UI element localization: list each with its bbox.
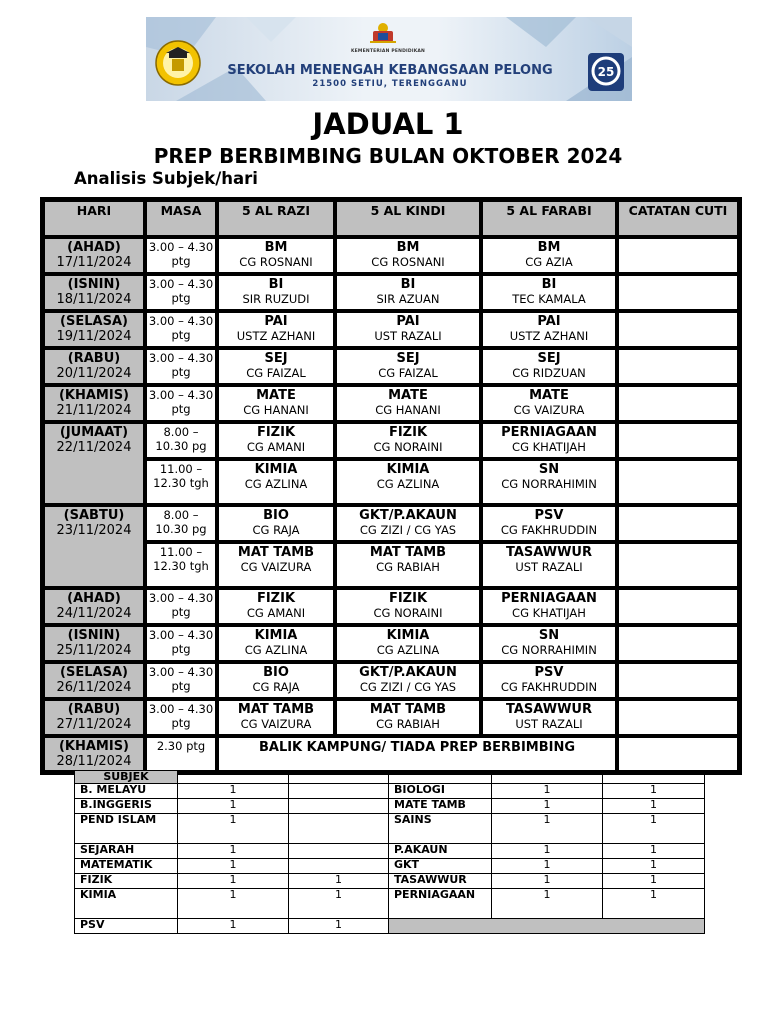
day-date: 20/11/2024 [56, 366, 132, 381]
day-name: (SABTU) [63, 508, 125, 523]
subject-name: FIZIK [256, 591, 296, 606]
summary-count: 1 [603, 859, 705, 874]
summary-subject: MATE TAMB [389, 799, 492, 814]
teacher-name: CG AZIA [525, 255, 573, 269]
summary-subject: BIOLOGI [389, 784, 492, 799]
time-cell: 2.30 ptg [145, 736, 217, 772]
summary-empty-cell [603, 771, 705, 784]
catatan-cell [617, 662, 739, 699]
catatan-cell [617, 505, 739, 542]
school-logo-icon [154, 39, 202, 87]
teacher-name: CG AMANI [246, 606, 306, 620]
day-date: 18/11/2024 [56, 292, 132, 307]
class-al-farabi-cell [481, 459, 617, 505]
teacher-name: CG ZIZI / CG YAS [359, 523, 457, 537]
summary-count: 1 [492, 844, 603, 859]
day-name: (ISNIN) [67, 277, 121, 292]
time-cell: 3.00 – 4.30 ptg [145, 237, 217, 274]
table-row [43, 736, 739, 772]
teacher-name: CG RABIAH [376, 717, 440, 731]
class-al-razi-cell [217, 699, 335, 736]
summary-subject: PERNIAGAAN [389, 889, 492, 919]
summary-count: 1 [492, 874, 603, 889]
day-cell [43, 422, 145, 505]
subject-name: SEJ [396, 351, 420, 366]
class-al-razi-cell [217, 422, 335, 459]
teacher-name: CG RIDZUAN [512, 366, 586, 380]
summary-header-row [75, 771, 705, 784]
summary-count [289, 814, 389, 844]
day-cell [43, 736, 145, 772]
teacher-name: CG NORAINI [373, 606, 443, 620]
day-name: (SELASA) [60, 665, 128, 680]
teacher-name: CG RAJA [252, 523, 300, 537]
header-catatan-cuti: CATATAN CUTI [617, 200, 739, 237]
subject-name: PERNIAGAAN [501, 591, 597, 606]
teacher-name: CG ZIZI / CG YAS [359, 680, 457, 694]
catatan-cell [617, 736, 739, 772]
teacher-name: CG AZLINA [376, 477, 440, 491]
summary-subject: B. MELAYU [75, 784, 178, 799]
teacher-name: CG AZLINA [244, 477, 308, 491]
subject-name: TASAWWUR [505, 545, 592, 560]
subject-name: MAT TAMB [237, 545, 315, 560]
day-name: (JUMAAT) [59, 425, 129, 440]
teacher-name: CG FAIZAL [246, 366, 306, 380]
table-row [43, 588, 739, 625]
class-al-razi-cell [217, 311, 335, 348]
day-cell [43, 237, 145, 274]
day-date: 25/11/2024 [56, 643, 132, 658]
summary-count: 1 [289, 919, 389, 934]
teacher-name: CG AZLINA [376, 643, 440, 657]
catatan-cell [617, 348, 739, 385]
day-name: (KHAMIS) [58, 388, 130, 403]
subject-name: FIZIK [256, 425, 296, 440]
subject-name: SN [538, 628, 560, 643]
class-al-razi-cell [217, 348, 335, 385]
time-cell: 3.00 – 4.30 ptg [145, 311, 217, 348]
subject-name: BI [541, 277, 557, 292]
table-row [43, 385, 739, 422]
teacher-name: CG KHATIJAH [512, 606, 586, 620]
class-al-kindi-cell [335, 588, 481, 625]
anniversary-25-logo-icon [586, 51, 626, 93]
time-cell: 11.00 – 12.30 tgh [145, 459, 217, 505]
summary-count: 1 [178, 784, 289, 799]
table-row [43, 274, 739, 311]
subject-name: PAI [537, 314, 561, 329]
teacher-name: CG NORRAHIMIN [501, 477, 597, 491]
summary-header: SUBJEK [75, 771, 178, 784]
summary-subject: MATEMATIK [75, 859, 178, 874]
class-al-kindi-cell [335, 237, 481, 274]
day-date: 26/11/2024 [56, 680, 132, 695]
teacher-name: CG VAIZURA [513, 403, 585, 417]
teacher-name: UST RAZALI [515, 560, 583, 574]
teacher-name: CG VAIZURA [240, 717, 312, 731]
teacher-name: CG HANANI [375, 403, 441, 417]
subject-name: MATE [388, 388, 428, 403]
header-hari: HARI [43, 200, 145, 237]
summary-count: 1 [178, 874, 289, 889]
summary-count: 1 [178, 814, 289, 844]
class-al-farabi-cell [481, 385, 617, 422]
time-cell: 3.00 – 4.30 ptg [145, 274, 217, 311]
summary-subject: TASAWWUR [389, 874, 492, 889]
summary-row [75, 874, 705, 889]
header-5-al-razi: 5 AL RAZI [217, 200, 335, 237]
class-al-farabi-cell [481, 662, 617, 699]
class-al-farabi-cell [481, 237, 617, 274]
teacher-name: CG AMANI [246, 440, 306, 454]
class-al-kindi-cell [335, 422, 481, 459]
teacher-name: CG ROSNANI [371, 255, 445, 269]
class-al-kindi-cell [335, 662, 481, 699]
school-banner [146, 17, 632, 101]
summary-subject: SAINS [389, 814, 492, 844]
subject-name: BI [268, 277, 284, 292]
day-name: (RABU) [67, 702, 121, 717]
subject-name: BM [264, 240, 288, 255]
day-name: (RABU) [67, 351, 121, 366]
summary-count: 1 [178, 844, 289, 859]
time-cell: 3.00 – 4.30 ptg [145, 625, 217, 662]
day-cell [43, 348, 145, 385]
summary-row [75, 844, 705, 859]
class-al-kindi-cell [335, 459, 481, 505]
summary-subject: P.AKAUN [389, 844, 492, 859]
catatan-cell [617, 459, 739, 505]
page-subtitle: PREP BERBIMBING BULAN OKTOBER 2024 [153, 144, 623, 168]
subject-name: BIO [263, 665, 289, 680]
subject-name: PAI [396, 314, 420, 329]
day-name: (KHAMIS) [58, 739, 130, 754]
subject-name: BIO [263, 508, 289, 523]
class-al-farabi-cell [481, 311, 617, 348]
summary-count: 1 [492, 889, 603, 919]
svg-text:25: 25 [597, 65, 615, 79]
teacher-name: CG AZLINA [244, 643, 308, 657]
header-5-al-kindi: 5 AL KINDI [335, 200, 481, 237]
class-al-razi-cell [217, 662, 335, 699]
table-row [43, 662, 739, 699]
summary-count: 1 [492, 814, 603, 844]
summary-count [289, 844, 389, 859]
class-al-kindi-cell [335, 699, 481, 736]
summary-count: 1 [178, 859, 289, 874]
table-row [43, 311, 739, 348]
day-cell [43, 588, 145, 625]
summary-count [289, 859, 389, 874]
class-al-razi-cell [217, 459, 335, 505]
catatan-cell [617, 542, 739, 588]
subject-name: KIMIA [386, 462, 430, 477]
day-date: 17/11/2024 [56, 255, 132, 270]
subject-name: GKT/P.AKAUN [359, 508, 457, 523]
summary-count: 1 [492, 799, 603, 814]
day-cell [43, 625, 145, 662]
class-al-razi-cell [217, 542, 335, 588]
subject-name: MATE [529, 388, 569, 403]
day-date: 22/11/2024 [56, 440, 132, 455]
teacher-name: CG FAKHRUDDIN [500, 680, 598, 694]
subject-name: KIMIA [254, 462, 298, 477]
teacher-name: CG RABIAH [376, 560, 440, 574]
teacher-name: CG NORRAHIMIN [501, 643, 597, 657]
teacher-name: SIR AZUAN [376, 292, 440, 306]
time-cell: 3.00 – 4.30 ptg [145, 385, 217, 422]
catatan-cell [617, 699, 739, 736]
page-title: JADUAL 1 [312, 107, 464, 141]
analysis-label: Analisis Subjek/hari [74, 169, 258, 188]
class-al-farabi-cell [481, 625, 617, 662]
subject-name: PERNIAGAAN [501, 425, 597, 440]
holiday-note: BALIK KAMPUNG/ TIADA PREP BERBIMBING [217, 736, 617, 772]
summary-subject: PSV [75, 919, 178, 934]
subject-name: BM [537, 240, 561, 255]
table-row [43, 505, 739, 542]
day-cell [43, 699, 145, 736]
summary-count: 1 [492, 784, 603, 799]
subject-name: MAT TAMB [369, 545, 447, 560]
summary-empty-cell [289, 771, 389, 784]
summary-row [75, 799, 705, 814]
summary-empty-cell [178, 771, 289, 784]
summary-count: 1 [603, 874, 705, 889]
summary-row [75, 814, 705, 844]
summary-count: 1 [178, 889, 289, 919]
day-cell [43, 385, 145, 422]
time-cell: 3.00 – 4.30 ptg [145, 699, 217, 736]
table-header-row [43, 200, 739, 237]
teacher-name: CG FAIZAL [378, 366, 438, 380]
time-cell: 11.00 – 12.30 tgh [145, 542, 217, 588]
table-row [43, 422, 739, 459]
summary-count: 1 [603, 799, 705, 814]
summary-count: 1 [603, 844, 705, 859]
class-al-razi-cell [217, 385, 335, 422]
day-date: 23/11/2024 [56, 523, 132, 538]
subject-name: PSV [534, 665, 564, 680]
school-address: 21500 SETIU, TERENGGANU [312, 79, 468, 89]
teacher-name: USTZ AZHANI [236, 329, 316, 343]
summary-count: 1 [492, 859, 603, 874]
teacher-name: CG RAJA [252, 680, 300, 694]
time-cell: 8.00 – 10.30 pg [145, 505, 217, 542]
catatan-cell [617, 385, 739, 422]
day-date: 28/11/2024 [56, 754, 132, 769]
day-cell [43, 311, 145, 348]
summary-row [75, 784, 705, 799]
class-al-razi-cell [217, 625, 335, 662]
subject-summary-table [74, 770, 705, 934]
catatan-cell [617, 625, 739, 662]
teacher-name: CG VAIZURA [240, 560, 312, 574]
catatan-cell [617, 422, 739, 459]
subject-name: KIMIA [254, 628, 298, 643]
day-date: 21/11/2024 [56, 403, 132, 418]
day-date: 24/11/2024 [56, 606, 132, 621]
teacher-name: TEC KAMALA [512, 292, 586, 306]
teacher-name: UST RAZALI [374, 329, 442, 343]
summary-count: 1 [178, 799, 289, 814]
summary-subject: B.INGGERIS [75, 799, 178, 814]
teacher-name: CG HANANI [243, 403, 309, 417]
day-name: (ISNIN) [67, 628, 121, 643]
class-al-razi-cell [217, 505, 335, 542]
table-row [43, 542, 739, 588]
subject-name: GKT/P.AKAUN [359, 665, 457, 680]
teacher-name: USTZ AZHANI [509, 329, 589, 343]
summary-count: 1 [178, 919, 289, 934]
day-date: 27/11/2024 [56, 717, 132, 732]
teacher-name: CG ROSNANI [239, 255, 313, 269]
subject-name: PAI [264, 314, 288, 329]
table-row [43, 237, 739, 274]
day-date: 19/11/2024 [56, 329, 132, 344]
subject-name: FIZIK [388, 591, 428, 606]
summary-subject: KIMIA [75, 889, 178, 919]
table-row [43, 625, 739, 662]
summary-subject: SEJARAH [75, 844, 178, 859]
subject-name: TASAWWUR [505, 702, 592, 717]
school-name: SEKOLAH MENENGAH KEBANGSAAN PELONG [227, 63, 553, 78]
table-row [43, 348, 739, 385]
subject-name: BI [400, 277, 416, 292]
class-al-kindi-cell [335, 311, 481, 348]
subject-name: SEJ [264, 351, 288, 366]
time-cell: 3.00 – 4.30 ptg [145, 588, 217, 625]
summary-count: 1 [603, 784, 705, 799]
prep-timetable [40, 197, 742, 775]
summary-subject: GKT [389, 859, 492, 874]
day-cell [43, 274, 145, 311]
class-al-farabi-cell [481, 348, 617, 385]
catatan-cell [617, 274, 739, 311]
summary-count: 1 [289, 874, 389, 889]
teacher-name: SIR RUZUDI [242, 292, 310, 306]
header-masa: MASA [145, 200, 217, 237]
summary-subject: PEND ISLAM [75, 814, 178, 844]
subject-name: MAT TAMB [237, 702, 315, 717]
government-crest-icon [368, 20, 398, 46]
class-al-kindi-cell [335, 542, 481, 588]
teacher-name: CG KHATIJAH [512, 440, 586, 454]
class-al-farabi-cell [481, 422, 617, 459]
day-cell [43, 662, 145, 699]
subject-name: MATE [256, 388, 296, 403]
subject-name: FIZIK [388, 425, 428, 440]
summary-count: 1 [603, 889, 705, 919]
table-row [43, 699, 739, 736]
class-al-kindi-cell [335, 274, 481, 311]
class-al-kindi-cell [335, 385, 481, 422]
summary-count [289, 784, 389, 799]
subject-name: MAT TAMB [369, 702, 447, 717]
teacher-name: CG NORAINI [373, 440, 443, 454]
day-name: (SELASA) [60, 314, 128, 329]
catatan-cell [617, 588, 739, 625]
ministry-label: KEMENTERIAN PENDIDIKAN [350, 49, 426, 54]
summary-count: 1 [603, 814, 705, 844]
time-cell: 8.00 – 10.30 pg [145, 422, 217, 459]
catatan-cell [617, 311, 739, 348]
teacher-name: CG FAKHRUDDIN [500, 523, 598, 537]
summary-row [75, 859, 705, 874]
class-al-farabi-cell [481, 542, 617, 588]
class-al-razi-cell [217, 237, 335, 274]
summary-row [75, 889, 705, 919]
class-al-farabi-cell [481, 505, 617, 542]
day-name: (AHAD) [67, 591, 121, 606]
catatan-cell [617, 237, 739, 274]
table-row [43, 459, 739, 505]
summary-empty-cell [389, 771, 492, 784]
class-al-razi-cell [217, 588, 335, 625]
summary-empty-cell [492, 771, 603, 784]
class-al-kindi-cell [335, 505, 481, 542]
summary-row [75, 919, 705, 934]
class-al-farabi-cell [481, 274, 617, 311]
class-al-kindi-cell [335, 625, 481, 662]
subject-name: BM [396, 240, 420, 255]
class-al-farabi-cell [481, 699, 617, 736]
header-5-al-farabi: 5 AL FARABI [481, 200, 617, 237]
subject-name: SEJ [537, 351, 561, 366]
day-cell [43, 505, 145, 588]
day-name: (AHAD) [67, 240, 121, 255]
class-al-kindi-cell [335, 348, 481, 385]
time-cell: 3.00 – 4.30 ptg [145, 348, 217, 385]
summary-count [289, 799, 389, 814]
class-al-razi-cell [217, 274, 335, 311]
subject-name: PSV [534, 508, 564, 523]
subject-name: SN [538, 462, 560, 477]
subject-name: KIMIA [386, 628, 430, 643]
time-cell: 3.00 – 4.30 ptg [145, 662, 217, 699]
summary-subject: FIZIK [75, 874, 178, 889]
summary-empty-shaded [389, 919, 705, 934]
summary-count: 1 [289, 889, 389, 919]
class-al-farabi-cell [481, 588, 617, 625]
teacher-name: UST RAZALI [515, 717, 583, 731]
